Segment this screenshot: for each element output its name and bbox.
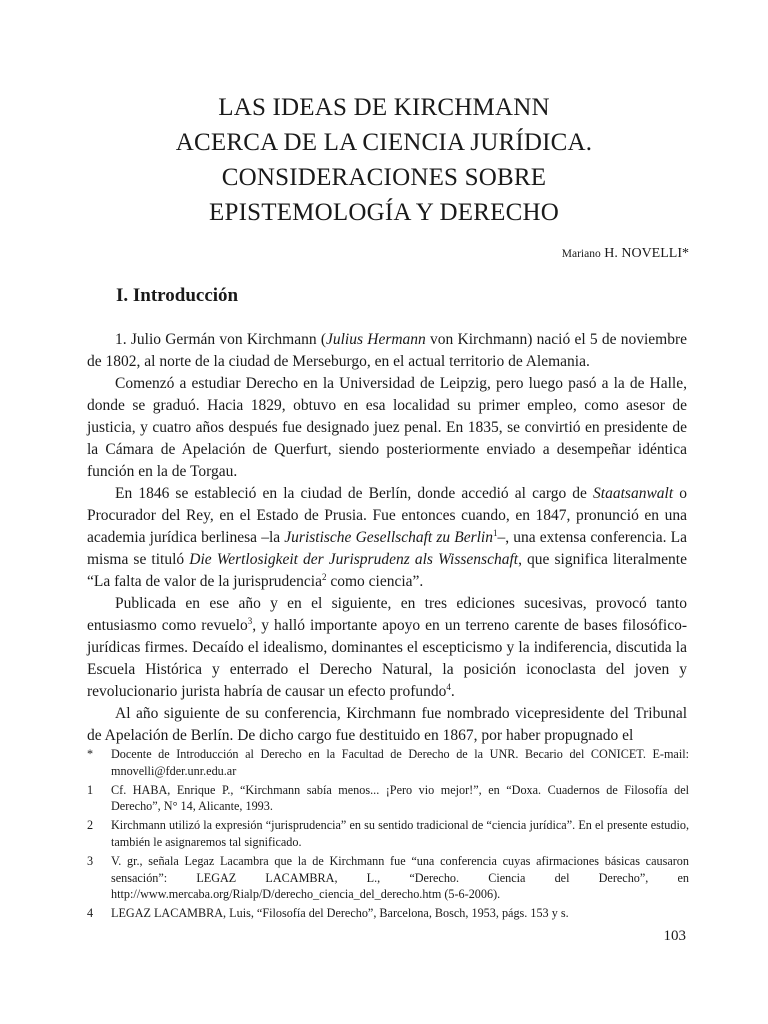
page-number: 103 <box>663 928 686 944</box>
footnote-text: LEGAZ LACAMBRA, Luis, “Filosofía del Derecho”, Barcelona, Bosch, 1953, págs. 153 y s. <box>111 906 569 921</box>
footnote-item <box>87 782 689 816</box>
p3-italic-lecture-title: Die Wertlosigkeit der Jurisprudenz als Wissenschaft <box>189 551 519 568</box>
p1-text-a: 1. Julio Germán von Kirchmann ( <box>115 331 326 348</box>
p3-text-h: , que significa literalmente “La falta de valor de la jurisprudencia <box>87 551 687 590</box>
p1-italic-name: Julius Hermann <box>326 331 426 348</box>
p3-italic-gesellschaft: Juristische Gesellschaft zu Berlin <box>284 529 493 546</box>
p3-italic-staatsanwalt: Staatsanwalt <box>593 485 674 502</box>
title-line-2: ACERCA DE LA CIENCIA JURÍDICA. <box>175 129 593 156</box>
footnote-text: V. gr., señala Legaz Lacambra que la de Kirchmann fue “una conferencia cuyas afirmaciones básicas causaron sensación”: LEGAZ LACAMBRA, L., “Derecho. Ciencia del Derecho”, en http://www.mercaba.org/Rialp/D/derecho_ciencia_del_derecho.htm (5-6-2006). <box>111 853 689 902</box>
footnote-mark: 3 <box>87 853 94 868</box>
footnote-text: Cf. HABA, Enrique P., “Kirchmann sabía menos... ¡Pero vio mejor!”, en “Doxa. Cuadernos de Filosofía del Derecho”, N° 14, Alicante, 1993. <box>111 782 689 814</box>
author-byline <box>562 246 689 262</box>
footnote-text: Kirchmann utilizó la expresión “jurisprudencia” en su sentido tradicional de “ciencia jurídica”. En el presente estudio, también le asignaremos tal significado. <box>111 818 689 849</box>
p3-text-j: como ciencia”. <box>326 573 424 590</box>
footnote-item <box>87 853 689 903</box>
footnote-mark: 2 <box>87 818 94 833</box>
footnote-item <box>87 746 689 780</box>
body-text <box>87 329 687 747</box>
p4-text-e: . <box>450 683 455 700</box>
footnote-text: Docente de Introducción al Derecho en la Facultad de Derecho de la UNR. Becario del CONICET. E-mail: mnovelli@fder.unr.edu.ar <box>111 747 689 778</box>
title-line-1: LAS IDEAS DE KIRCHMANN <box>218 94 550 121</box>
footnote-ref-2[interactable]: 2 <box>321 571 327 582</box>
section-heading: I. Introducción <box>116 285 239 306</box>
footnote-item <box>87 905 689 922</box>
author-last-name: H. NOVELLI* <box>604 246 689 261</box>
article-title <box>0 90 768 230</box>
title-line-4: EPISTEMOLOGÍA Y DERECHO <box>209 199 559 226</box>
p1-text-c: von Kirchmann) nació el 5 de noviembre de 1802, al norte de la ciudad de Merseburgo, en el actual territorio de Alemania. <box>87 331 687 370</box>
footnote-ref-4[interactable]: 4 <box>446 681 451 692</box>
footnote-ref-1[interactable]: 1 <box>492 527 498 538</box>
footnote-mark: 4 <box>87 906 94 921</box>
footnote-mark: 1 <box>87 782 94 797</box>
paragraph-5: Al año siguiente de su conferencia, Kirchmann fue nombrado vicepresidente del Tribunal de Apelación de Berlín. De dicho cargo fue destituido en 1867, por haber propugnado el <box>87 705 687 744</box>
footnote-mark: * <box>87 747 94 761</box>
p3-text-a: En 1846 se estableció en la ciudad de Berlín, donde accedió al cargo de <box>115 485 594 502</box>
footnote-ref-3[interactable]: 3 <box>247 615 253 626</box>
p3-text-c: o Procurador del Rey, en el Estado de Prusia. Fue entonces cuando, en 1847, pronunció en una academia jurídica berlinesa –la <box>87 485 688 546</box>
p4-text-c: , y halló importante apoyo en un terreno carente de bases filosófico-jurídicas firmes. Decaído el idealismo, dominantes el escepticismo y la indiferencia, discutida la Escuela Histórica y enterrado el Derecho Natural, la posición iconoclasta del joven y revolucionario jurista habría de causar un efecto profundo <box>87 617 688 700</box>
footnotes <box>87 746 689 924</box>
author-first-name: Mariano <box>561 248 601 260</box>
p3-text-f: –, una extensa conferencia. La misma se tituló <box>87 529 688 568</box>
p4-text-a: Publicada en ese año y en el siguiente, en tres ediciones sucesivas, provocó tanto entusiasmo como revuelo <box>87 595 687 634</box>
footnote-item <box>87 817 689 851</box>
paragraph-4 <box>87 593 687 703</box>
paragraph-3 <box>87 483 687 593</box>
paragraph-2: Comenzó a estudiar Derecho en la Universidad de Leipzig, pero luego pasó a la de Halle, donde se graduó. Hacia 1829, obtuvo en esa localidad su primer empleo, como asesor de justicia, y cuatro años después fue designado juez penal. En 1835, se convirtió en presidente de la Cámara de Apelación de Querfurt, siendo posteriormente enviado a desempeñar idéntica función en la de Torgau. <box>87 375 687 480</box>
title-line-3: CONSIDERACIONES SOBRE <box>221 164 547 191</box>
paragraph-1 <box>87 329 687 373</box>
